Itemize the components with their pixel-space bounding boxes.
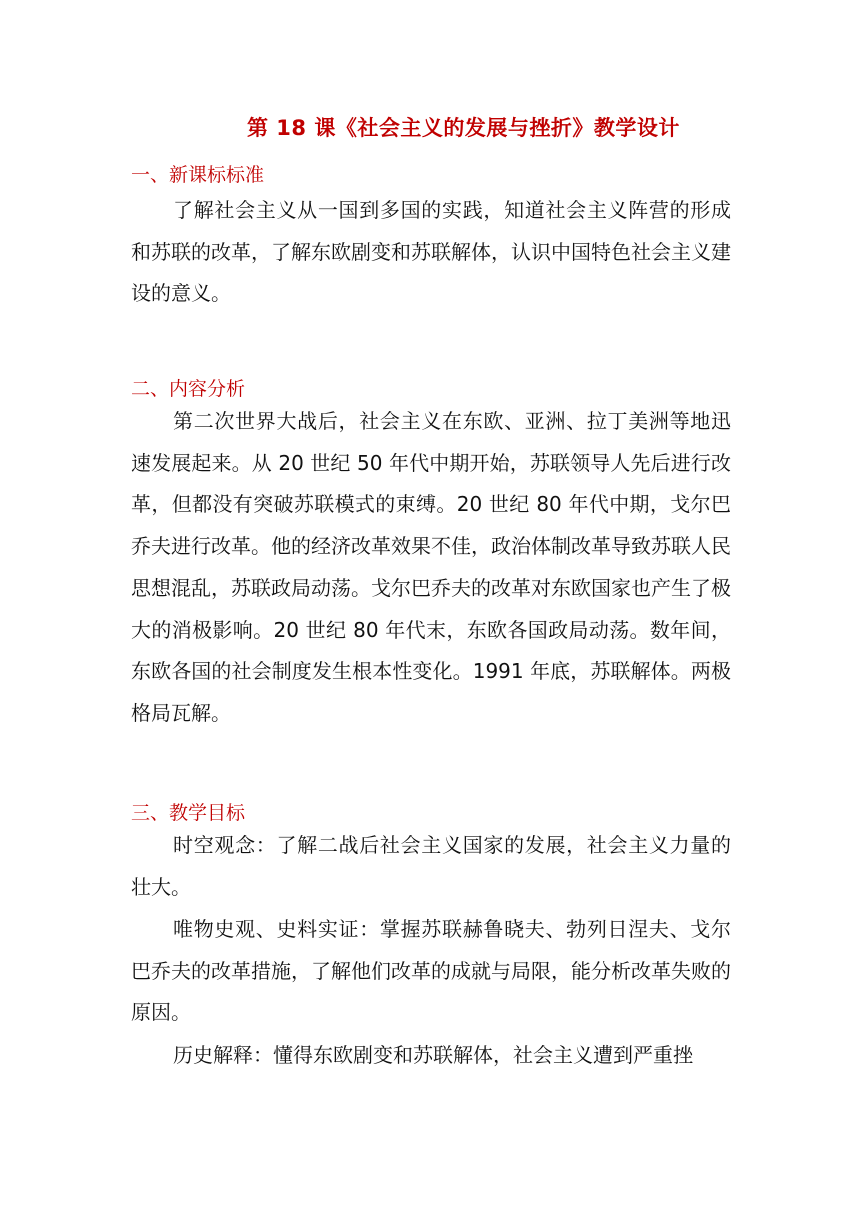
teaching-goal-historical-interpretation: 历史解释：懂得东欧剧变和苏联解体，社会主义遭到严重挫 [173, 1043, 693, 1067]
document-title: 第 18 课《社会主义的发展与挫折》教学设计 [247, 116, 680, 140]
section-heading-curriculum-standard: 一、新课标标准 [131, 164, 265, 186]
section-heading-teaching-goals: 三、教学目标 [131, 802, 246, 824]
curriculum-standard-paragraph: 了解社会主义从一国到多国的实践，知道社会主义阵营的形成和苏联的改革，了解东欧剧变和苏联解体，认识中国特色社会主义建设的意义。 [131, 198, 731, 306]
teaching-goal-historical-materialism: 唯物史观、史料实证：掌握苏联赫鲁晓夫、勃列日涅夫、戈尔巴乔夫的改革措施，了解他们改革的成就与局限，能分析改革失败的原因。 [131, 917, 731, 1025]
content-analysis-paragraph: 第二次世界大战后，社会主义在东欧、亚洲、拉丁美洲等地迅速发展起来。从 20 世纪 50 年代中期开始，苏联领导人先后进行改革，但都没有突破苏联模式的束缚。20 世纪 80 年代中期，戈尔巴乔夫进行改革。他的经济改革效果不佳，政治体制改革导致苏联人民思想混乱，苏联政局动荡。戈尔巴乔夫的改革对东欧国家也产生了极大的消极影响。20 世纪 80 年代末，东欧各国政局动荡。数年间，东欧各国的社会制度发生根本性变化。1991 年底，苏联解体。两极格局瓦解。 [131, 409, 731, 725]
section-heading-content-analysis: 二、内容分析 [131, 378, 246, 400]
teaching-goal-spatiotemporal: 时空观念：了解二战后社会主义国家的发展，社会主义力量的壮大。 [131, 833, 731, 899]
